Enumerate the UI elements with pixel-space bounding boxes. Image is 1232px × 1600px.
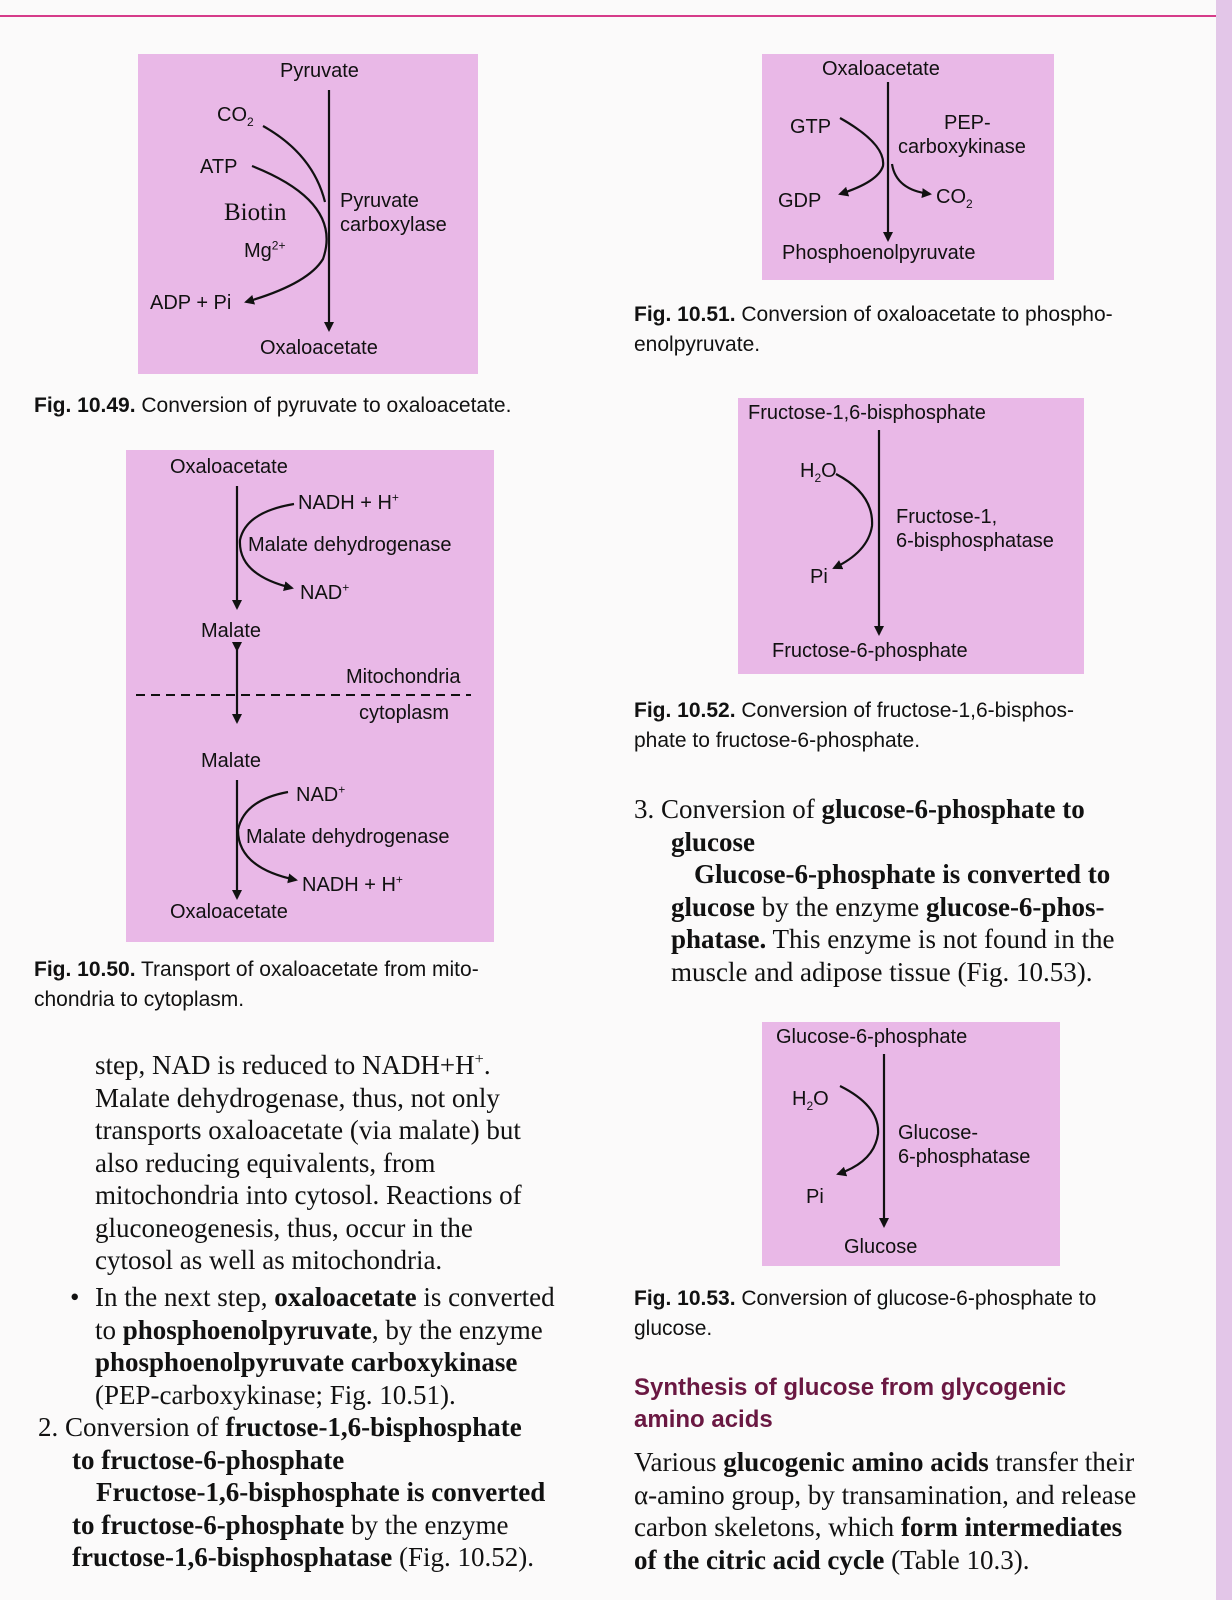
malate-top-label: Malate [201, 620, 262, 642]
enzyme-line2: 6-bisphosphatase [896, 530, 1054, 552]
item-3-title: 3. Conversion of glucose-6-phosphate to [634, 794, 1085, 824]
figure-10-53-arrows [762, 1022, 1060, 1266]
figure-10-52-caption: Fig. 10.52. Conversion of fructose-1,6-bisphos- phate to fructose-6-phosphate. [634, 699, 1075, 752]
section-heading: Synthesis of glucose from glycogenic amino acids [634, 1374, 1067, 1433]
figure-10-51 [762, 54, 1054, 280]
figure-10-49-caption: Fig. 10.49. Conversion of pyruvate to oxaloacetate. [34, 394, 512, 417]
co2-label: $CO_2$ [217, 104, 254, 129]
page-edge-band [1216, 0, 1232, 1600]
nad-bottom-label: NAD+ [296, 782, 346, 806]
h2o-label: $H_2O$ [800, 460, 837, 485]
top-rule [0, 15, 1232, 17]
mitochondria-label: Mitochondria [346, 666, 461, 688]
left-paragraph: step, NAD is reduced to NADH+H+. Malate dehydrogenase, thus, not only transports oxaloacetate (via malate) but also reducing equivalents, from mitochondria into cytosol. Reactions of gluconeogenesis, thus, occur in the cytosol as well as mitochondria. [95, 1050, 522, 1275]
pi-label: Pi [810, 566, 828, 588]
fructose-bisphosphate-label: Fructose-1,6-bisphosphate [748, 402, 986, 424]
figure-10-50-arrows [126, 450, 494, 942]
co2-label: $CO_2$ [936, 186, 973, 211]
figure-10-53 [762, 1022, 1060, 1266]
glycogenic-paragraph: Various glucogenic amino acids transfer their α-amino group, by transamination, and release carbon skeletons, which form intermediates of the citric acid cycle (Table 10.3). [634, 1447, 1137, 1575]
figure-10-51-caption: Fig. 10.51. Conversion of oxaloacetate to phospho- enolpyruvate. [634, 303, 1113, 356]
item-2-block: 2. Conversion of fructose-1,6-bisphosphate to fructose-6-phosphate Fructose-1,6-bisphosphate is converted to fructose-6-phosphate by the enzyme fructose-1,6-bisphosphatase (Fig. 10.52). [38, 1412, 546, 1572]
oxaloacetate-label: Oxaloacetate [822, 58, 940, 80]
gdp-label: GDP [778, 190, 822, 212]
figure-10-50 [126, 450, 494, 942]
h2o-label: $H_2O$ [792, 1088, 829, 1113]
figure-10-49 [138, 54, 478, 374]
enzyme-line1: Glucose- [898, 1122, 979, 1144]
biotin-label: Biotin [224, 199, 287, 226]
pep-label-line2: carboxykinase [898, 136, 1026, 158]
bullet-paragraph: In the next step, oxaloacetate is converted to phosphoenolpyruvate, by the enzyme phosphoenolpyruvate carboxykinase (PEP-carboxykinase; Fig. 10.51). [95, 1282, 555, 1410]
enzyme-name-line2: carboxylase [340, 214, 447, 236]
item-3-title-cont: glucose [671, 826, 755, 857]
figure-10-52 [738, 398, 1084, 674]
glucose-6-phosphate-label: Glucose-6-phosphate [776, 1026, 968, 1048]
malate-dehydrogenase-top: Malate dehydrogenase [248, 534, 452, 556]
item-3-block: 3. Conversion of glucose-6-phosphate to glucose Glucose-6-phosphate is converted to glucose by the enzyme glucose-6-phos- phatase. This enzyme is not found in the muscle and adipose tissue (Fig. 10.53). [634, 793, 1186, 988]
oxaloacetate-label: Oxaloacetate [260, 337, 378, 359]
atp-label: ATP [200, 156, 238, 178]
enzyme-name-line1: Pyruvate [340, 190, 419, 212]
glucose-label: Glucose [844, 1236, 918, 1258]
figure-10-50-caption: Fig. 10.50. Transport of oxaloacetate from mito- chondria to cytoplasm. [34, 958, 479, 1011]
pi-label: Pi [806, 1186, 824, 1208]
fructose-6-phosphate-label: Fructose-6-phosphate [772, 640, 968, 662]
oxaloacetate-bottom-label: Oxaloacetate [170, 901, 288, 923]
pep-label-line1: PEP- [944, 112, 991, 134]
malate-dehydrogenase-bottom: Malate dehydrogenase [246, 826, 450, 848]
oxaloacetate-top-label: Oxaloacetate [170, 456, 288, 478]
bullet-marker: • [70, 1282, 80, 1312]
pyruvate-label: Pyruvate [280, 60, 359, 82]
enzyme-line1: Fructose-1, [896, 506, 998, 528]
mg-label: $Mg^{2+}$ [244, 238, 286, 262]
figure-10-53-caption: Fig. 10.53. Conversion of glucose-6-phosphate to glucose. [634, 1287, 1097, 1340]
nad-top-label: NAD+ [300, 580, 350, 604]
enzyme-line2: 6-phosphatase [898, 1146, 1031, 1168]
phosphoenolpyruvate-label: Phosphoenolpyruvate [782, 242, 976, 264]
nadh-top-label: NADH + H+ [298, 490, 399, 514]
gtp-label: GTP [790, 116, 832, 138]
cytoplasm-label: cytoplasm [359, 702, 450, 724]
malate-bottom-label: Malate [201, 750, 262, 772]
adp-pi-label: ADP + Pi [150, 292, 232, 314]
nadh-bottom-label: NADH + H+ [302, 872, 403, 896]
